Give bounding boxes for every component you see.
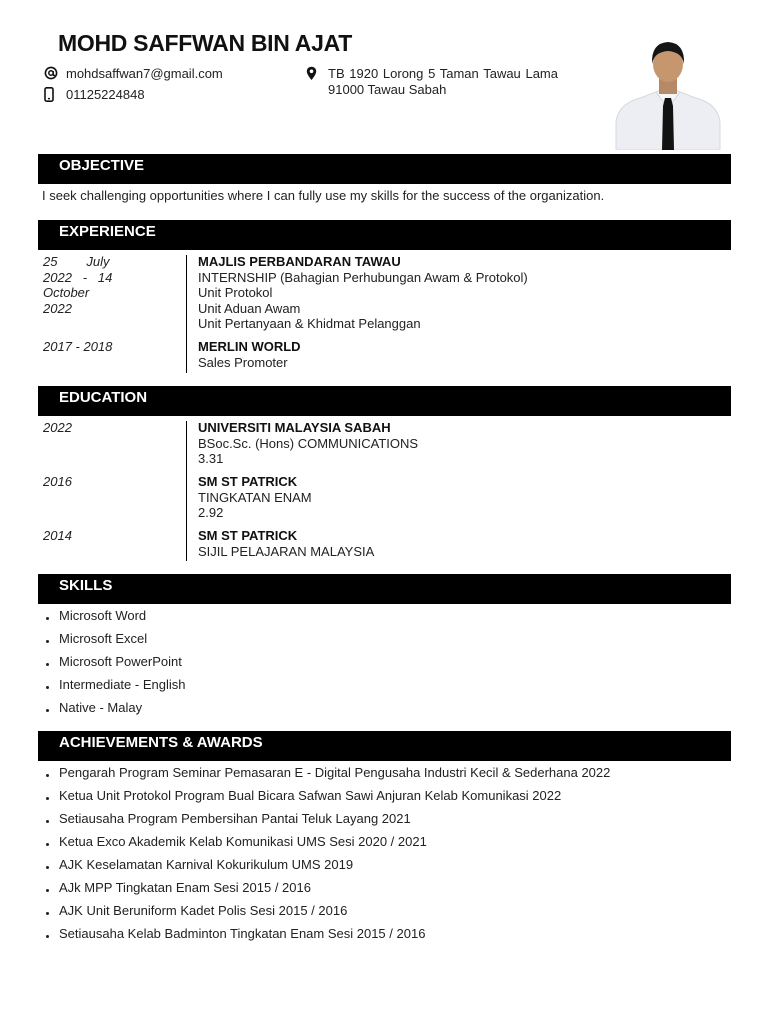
- phone-text: 01125224848: [66, 87, 145, 102]
- email-contact: [44, 66, 304, 84]
- education-section-header: EDUCATION: [38, 386, 731, 416]
- achievement-item: Pengarah Program Seminar Pemasaran E - Digital Pengusaha Industri Kecil & Sederhana 2022: [44, 765, 610, 788]
- achievement-item: AJk MPP Tingkatan Enam Sesi 2015 / 2016: [44, 880, 610, 903]
- at-sign-icon: [44, 66, 58, 82]
- education-timeline-line: [186, 421, 187, 561]
- education-school: SM ST PATRICK: [198, 474, 298, 489]
- experience-date: 25 July 2022 - 14 October 2022: [43, 254, 113, 316]
- skill-item: Microsoft Excel: [44, 631, 185, 654]
- experience-detail: Unit Pertanyaan & Khidmat Pelanggan: [198, 316, 421, 331]
- achievement-item: Ketua Exco Akademik Kelab Komunikasi UMS Sesi 2020 / 2021: [44, 834, 610, 857]
- map-pin-icon: [306, 66, 318, 82]
- achievement-item: AJK Keselamatan Karnival Kokurikulum UMS 2019: [44, 857, 610, 880]
- education-detail: 2.92: [198, 505, 224, 520]
- education-detail: BSoc.Sc. (Hons) COMMUNICATIONS: [198, 435, 419, 451]
- skills-section-header: SKILLS: [38, 574, 731, 604]
- education-detail: SIJIL PELAJARAN MALAYSIA: [198, 543, 375, 559]
- objective-section-header: OBJECTIVE: [38, 154, 731, 184]
- experience-detail: Sales Promoter: [198, 354, 288, 370]
- skill-item: Microsoft PowerPoint: [44, 654, 185, 677]
- experience-entry: [198, 254, 528, 332]
- experience-section-header: EXPERIENCE: [38, 220, 731, 250]
- education-entry: [198, 528, 374, 559]
- experience-detail: Unit Aduan Awam: [198, 300, 301, 316]
- skill-item: Intermediate - English: [44, 677, 185, 700]
- achievements-section-header: ACHIEVEMENTS & AWARDS: [38, 731, 731, 761]
- education-detail: 3.31: [198, 451, 224, 466]
- skills-list: [44, 608, 185, 723]
- address-text: TB 1920 Lorong 5 Taman Tawau Lama 91000 Tawau Sabah: [328, 66, 558, 97]
- education-school: SM ST PATRICK: [198, 528, 298, 543]
- experience-date: 2017 - 2018: [43, 339, 113, 354]
- resume-name: MOHD SAFFWAN BIN AJAT: [58, 30, 352, 56]
- achievement-item: AJK Unit Beruniform Kadet Polis Sesi 2015 / 2016: [44, 903, 610, 926]
- phone-contact: [44, 87, 304, 105]
- achievement-item: Ketua Unit Protokol Program Bual Bicara Safwan Sawi Anjuran Kelab Komunikasi 2022: [44, 788, 610, 811]
- email-text: mohdsaffwan7@gmail.com: [66, 66, 223, 81]
- experience-detail: Unit Protokol: [198, 285, 273, 300]
- skill-item: Microsoft Word: [44, 608, 185, 631]
- experience-detail: INTERNSHIP (Bahagian Perhubungan Awam & Protokol): [198, 269, 528, 285]
- objective-text: I seek challenging opportunities where I can fully use my skills for the success of the organization.: [42, 188, 605, 203]
- education-detail: TINGKATAN ENAM: [198, 489, 312, 505]
- profile-photo: [612, 34, 724, 150]
- education-school: UNIVERSITI MALAYSIA SABAH: [198, 420, 391, 435]
- achievement-item: Setiausaha Program Pembersihan Pantai Teluk Layang 2021: [44, 811, 610, 834]
- education-date: 2022: [43, 420, 72, 435]
- achievements-list: [44, 765, 610, 949]
- experience-org: MAJLIS PERBANDARAN TAWAU: [198, 254, 401, 269]
- education-date: 2014: [43, 528, 72, 543]
- education-entry: [198, 474, 312, 521]
- skill-item: Native - Malay: [44, 700, 185, 723]
- experience-entry: [198, 339, 301, 370]
- education-entry: [198, 420, 418, 467]
- experience-timeline-line: [186, 255, 187, 373]
- experience-org: MERLIN WORLD: [198, 339, 301, 354]
- achievement-item: Setiausaha Kelab Badminton Tingkatan Enam Sesi 2015 / 2016: [44, 926, 610, 949]
- education-date: 2016: [43, 474, 72, 489]
- mobile-phone-icon: [44, 87, 58, 103]
